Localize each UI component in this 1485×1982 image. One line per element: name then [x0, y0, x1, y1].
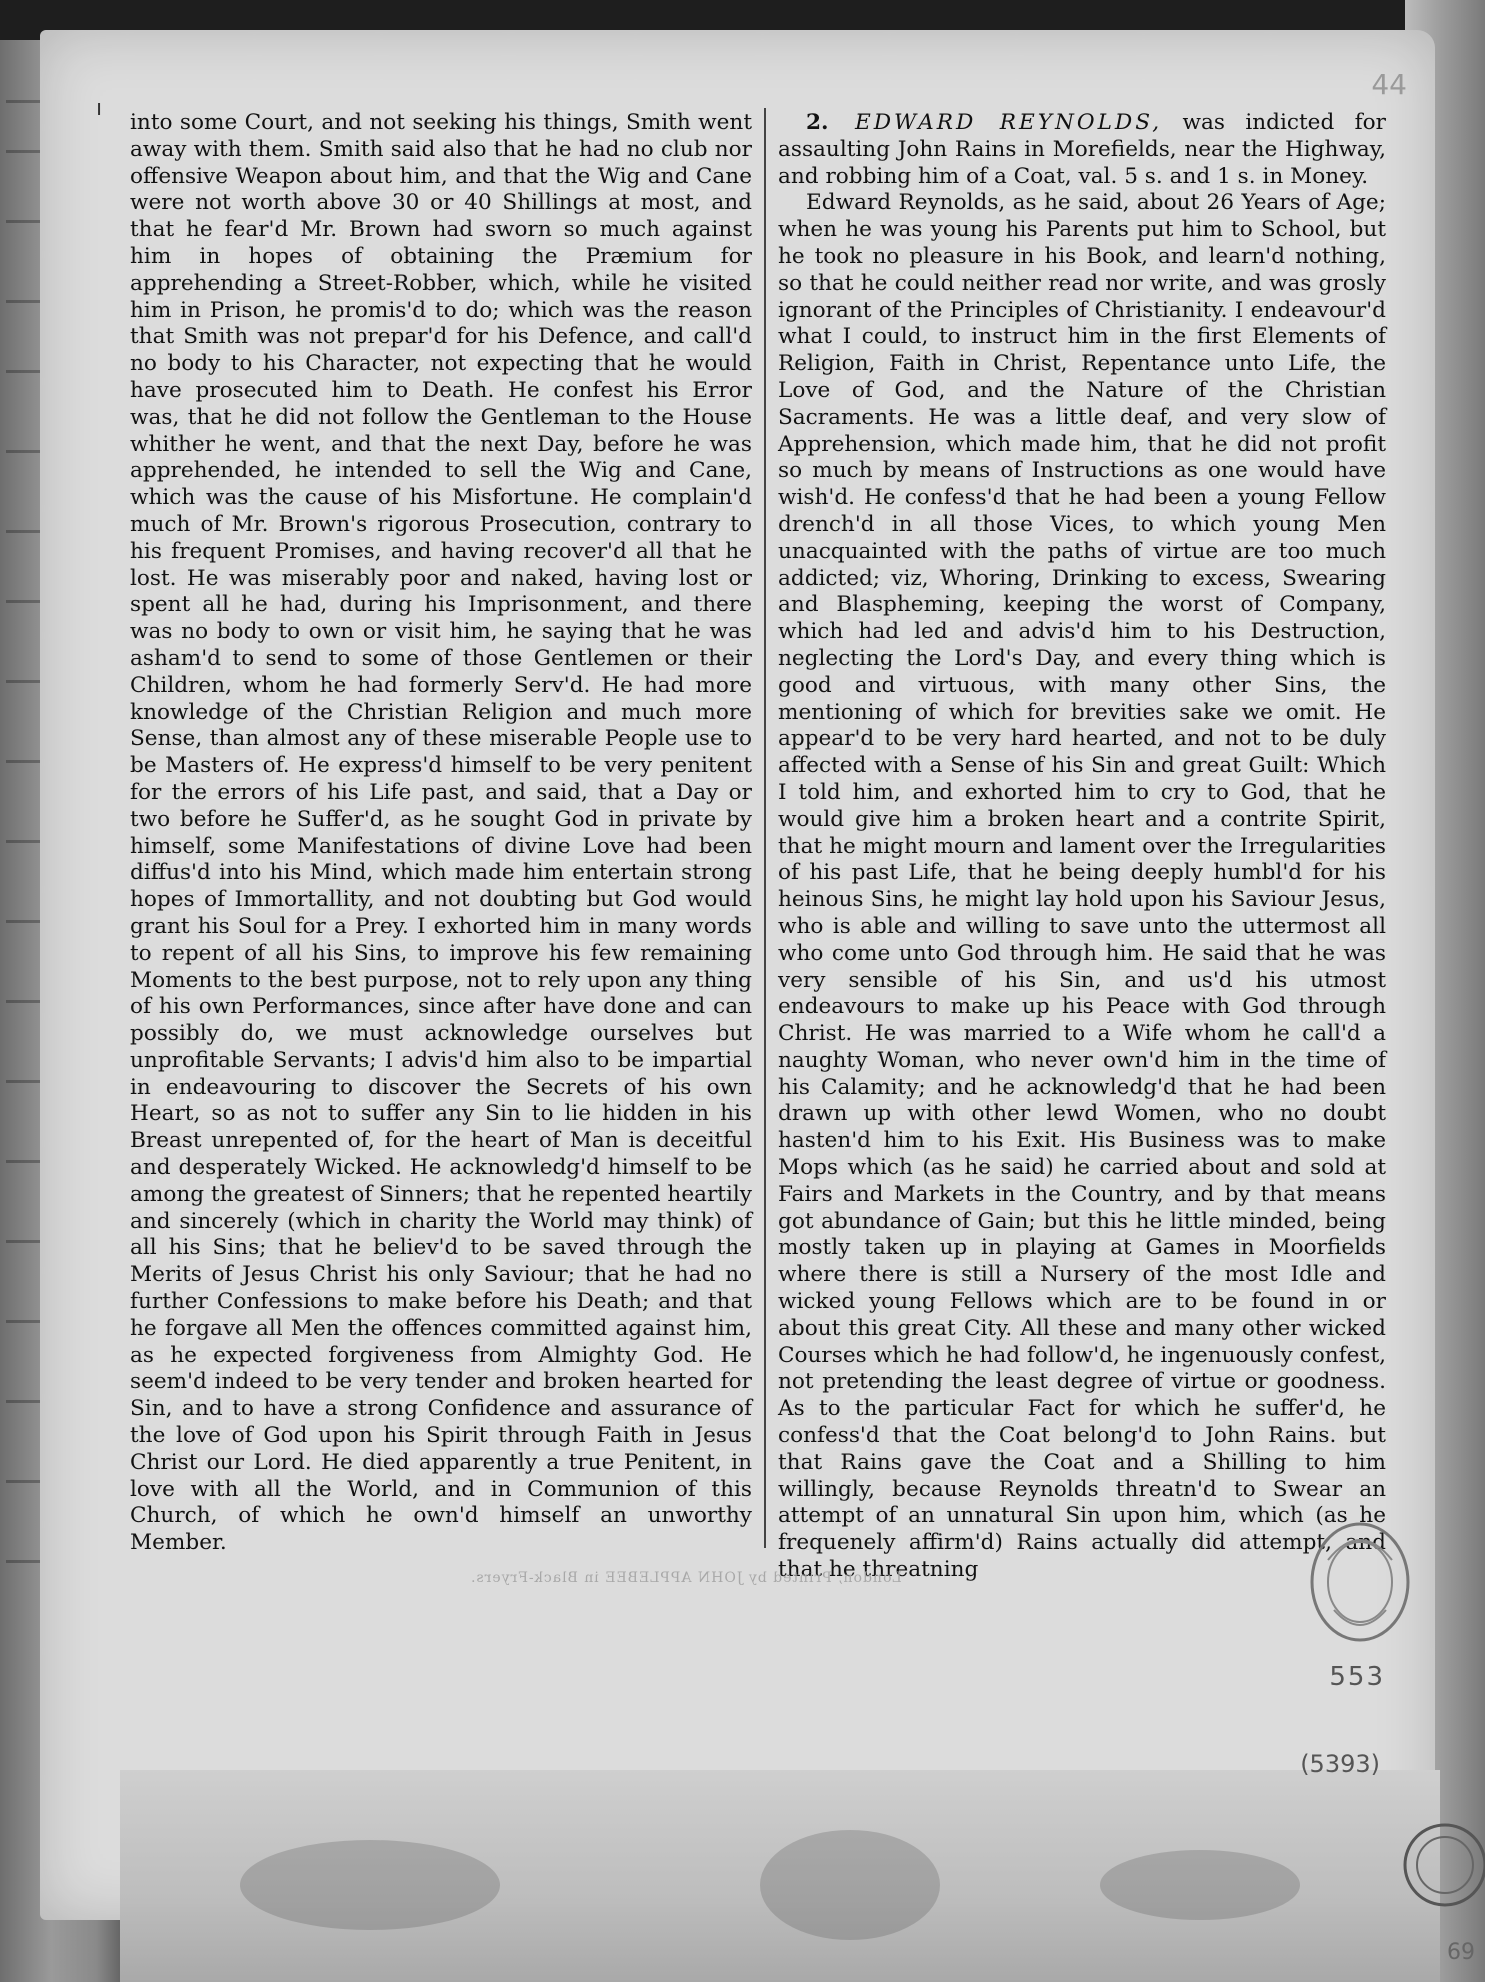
paper-bottom-fold — [120, 1770, 1440, 1982]
right-text-column — [778, 110, 1386, 1584]
stamp-number: (5393) — [1300, 1750, 1380, 1778]
folio-number-top: 44 — [1371, 68, 1407, 101]
column-rule — [764, 108, 766, 1548]
corner-number: 69 — [1447, 1940, 1475, 1965]
entry-heading — [778, 110, 1386, 190]
corner-stamp-icon — [1385, 1815, 1485, 1915]
library-stamp-icon — [1298, 1500, 1418, 1650]
page-number: 553 — [1329, 1662, 1385, 1692]
left-text-column — [130, 110, 752, 1557]
mirrored-imprint: London, Printed by JOHN APPLEBEE in Black-Fryers. — [470, 1570, 902, 1586]
left-paragraph: into some Court, and not seeking his things, Smith went away with them. Smith said also that he had no club nor offensive Weapon about him, and that the Wig and Cane were not worth above 30 or 40 Shillings at most, and that he fear'd Mr. Brown had sworn so much against him in hopes of obtaining the Præmium for apprehending a Street-Robber, which, while he visited him in Prison, he promis'd to do; which was the reason that Smith was not prepar'd for his Defence, and call'd no body to his Character, not expecting that he would have prosecuted him to Death. He confest his Error was, that he did not follow the Gentleman to the House whither he went, and that the next Day, before he was apprehended, he intended to sell the Wig and Cane, which was the cause of his Misfortune. He complain'd much of Mr. Brown's rigorous Prosecution, contrary to his frequent Promises, and having recover'd all that he lost. He was miserably poor and naked, having lost or spent all he had, during his Imprisonment, and there was no body to own or visit him, he saying that he was asham'd to send to some of those Gentlemen or their Children, whom he had formerly Serv'd. He had more knowledge of the Christian Religion and much more Sense, than almost any of these miserable People use to be Masters of. He express'd himself to be very penitent for the errors of his Life past, and said, that a Day or two before he Suffer'd, as he sought God in private by himself, some Manifestations of divine Love had been diffus'd into his Mind, which made him entertain strong hopes of Immortallity, and not doubting but God would grant his Soul for a Prey. I exhorted him in many words to repent of all his Sins, to improve his few remaining Moments to the best purpose, not to rely upon any thing of his own Performances, since after have done and can possibly do, we must acknowledge ourselves but unprofitable Servants; I advis'd him also to be impartial in endeavouring to discover the Secrets of his own Heart, so as not to suffer any Sin to lie hidden in his Breast unrepented of, for the heart of Man is deceitful and desperately Wicked. He acknowledg'd himself to be among the greatest of Sinners; that he repented heartily and sincerely (which in charity the World may think) of all his Sins; that he believ'd to be saved through the Merits of Jesus Christ his only Saviour; that he had no further Confessions to make before his Death; and that he forgave all Men the offences committed against him, as he expected forgiveness from Almighty God. He seem'd indeed to be very tender and broken hearted for Sin, and to have a strong Confidence and assurance of the love of God upon his Spirit through Faith in Jesus Christ our Lord. He died apparently a true Penitent, in love with all the World, and in Communion of this Church, of which he own'd himself an unworthy Member. — [130, 110, 752, 1556]
entry-indictment: was indicted for assaulting John Rains in Morefields, near the Highway, and robbing him of a Coat, val. 5 s. and 1 s. in Money. — [778, 110, 1386, 189]
margin-tick: ı — [96, 96, 103, 121]
entry-name: EDWARD REYNOLDS, — [854, 110, 1163, 135]
right-paragraph: Edward Reynolds, as he said, about 26 Years of Age; when he was young his Parents put him to School, but he took no pleasure in his Book, and learn'd nothing, so that he could neither read nor write, and was grosly ignorant of the Principles of Christianity. I endeavour'd what I could, to instruct him in the first Elements of Religion, Faith in Christ, Repentance unto Life, the Love of God, and the Nature of the Christian Sacraments. He was a little deaf, and very slow of Apprehension, which made him, that he did not profit so much by means of Instructions as one would have wish'd. He confess'd that he had been a young Fellow drench'd in all those Vices, to which young Men unacquainted with the paths of virtue are too much addicted; viz, Whoring, Drinking to excess, Swearing and Blaspheming, keeping the worst of Company, which had led and advis'd him to his Destruction, neglecting the Lord's Day, and every thing which is good and virtuous, with many other Sins, the mentioning of which for brevities sake we omit. He appear'd to be very hard hearted, and not to be duly affected with a Sense of his Sin and great Guilt: Which I told him, and exhorted him to cry to God, that he would give him a broken heart and a contrite Spirit, that he might mourn and lament over the Irregularities of his past Life, that he being deeply humbl'd for his heinous Sins, he might lay hold upon his Saviour Jesus, who is able and willing to save unto the uttermost all who come unto God through him. He said that he was very sensible of his Sin, and us'd his utmost endeavours to make up his Peace with God through Christ. He was married to a Wife whom he call'd a naughty Woman, who never own'd him in the time of his Calamity; and he acknowledg'd that he had been drawn up with other lewd Women, who no doubt hasten'd him to his Exit. His Business was to make Mops which (as he said) he carried about and sold at Fairs and Markets in the Country, and by that means got abundance of Gain; but this he little minded, being mostly taken up in playing at Games in Moorfields where there is still a Nursery of the most Idle and wicked young Fellows which are to be found in or about this great City. All these and many other wicked Courses which he had follow'd, he ingenuously confest, not pretending the least degree of virtue or goodness. As to the particular Fact for which he suffer'd, he confess'd that the Coat belong'd to John Rains. but that Rains gave the Coat and a Shilling to him willingly, because Reynolds threatn'd to Swear an attempt of an unnatural Sin upon him, which (as he frequenely affirm'd) Rains actually did attempt, and that he threatning — [778, 190, 1386, 1583]
entry-number: 2. — [806, 110, 829, 135]
